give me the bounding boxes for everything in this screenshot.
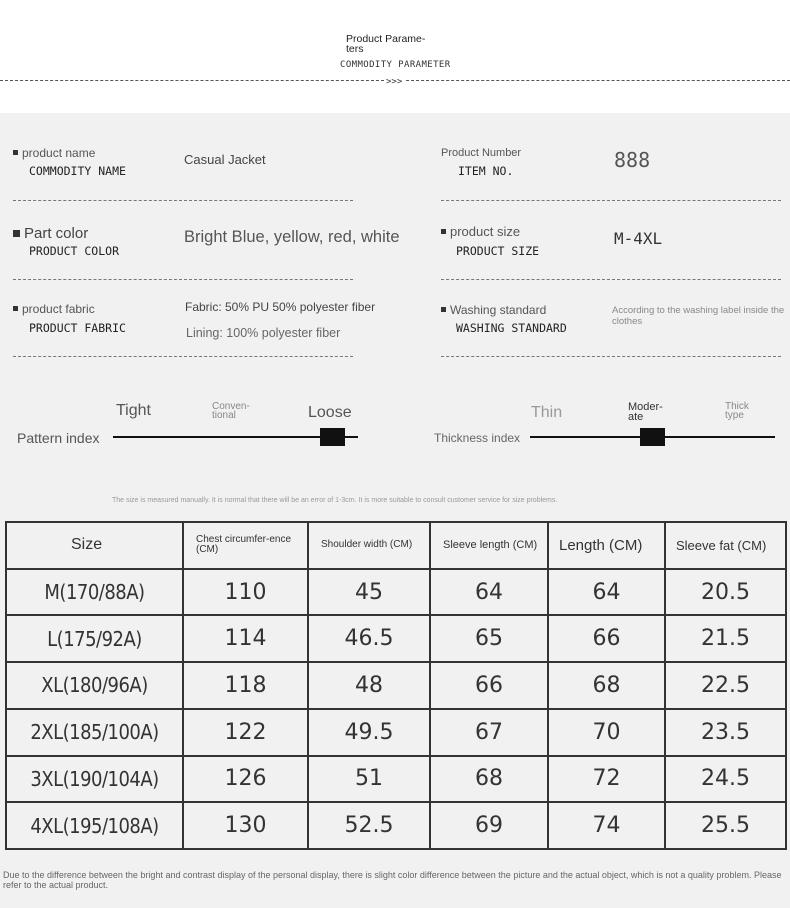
thickness-index-label: Thickness index: [434, 431, 521, 445]
header-length: Length (CM): [548, 522, 665, 569]
chest-cell: 118: [183, 662, 308, 709]
header-sleeve-length: Sleeve length (CM): [430, 522, 548, 569]
product-name-label: product name: [13, 146, 95, 160]
bullet-icon: [13, 150, 18, 155]
divider: [441, 279, 781, 280]
header-size: Size: [6, 522, 183, 569]
size-cell: 3XL(190/104A): [6, 756, 183, 803]
size-table: [5, 521, 787, 850]
pattern-index-marker: [320, 428, 345, 446]
product-name-value: Casual Jacket: [184, 152, 266, 167]
sleeve-fat-cell: 25.5: [665, 802, 786, 849]
divider: [441, 356, 781, 357]
header: [0, 0, 790, 113]
sleeve-length-cell: 68: [430, 756, 548, 803]
divider: [13, 356, 353, 357]
length-cell: 70: [548, 709, 665, 756]
shoulder-cell: 46.5: [308, 615, 430, 662]
sleeve-fat-cell: 21.5: [665, 615, 786, 662]
table-row: [6, 569, 786, 616]
chest-cell: 110: [183, 569, 308, 616]
pattern-loose: Loose: [308, 404, 352, 421]
product-name-code: COMMODITY NAME: [29, 164, 126, 178]
chest-cell: 122: [183, 709, 308, 756]
header-chest: Chest circumfer-ence (CM): [183, 522, 308, 569]
divider: [13, 200, 353, 201]
product-size-label: product size: [441, 224, 520, 239]
part-color-code: PRODUCT COLOR: [29, 244, 120, 258]
size-cell: 2XL(185/100A): [6, 709, 183, 756]
fabric-value: Fabric: 50% PU 50% polyester fiber: [185, 300, 376, 314]
table-row: [6, 662, 786, 709]
table-row: [6, 802, 786, 849]
length-cell: 64: [548, 569, 665, 616]
sleeve-fat-cell: 24.5: [665, 756, 786, 803]
bullet-icon: [441, 307, 446, 312]
section-subtitle: COMMODITY PARAMETER: [340, 60, 451, 70]
size-cell: XL(180/96A): [6, 662, 183, 709]
part-color-value: Bright Blue, yellow, red, white: [184, 228, 400, 246]
length-cell: 66: [548, 615, 665, 662]
section-title: Product Parame-ters: [346, 33, 426, 55]
shoulder-cell: 49.5: [308, 709, 430, 756]
pattern-index-label: Pattern index: [17, 430, 100, 446]
shoulder-cell: 51: [308, 756, 430, 803]
product-number-code: ITEM NO.: [458, 164, 514, 178]
table-row: [6, 756, 786, 803]
product-fabric-label: product fabric: [13, 302, 95, 316]
part-color-label: Part color: [13, 225, 88, 242]
length-cell: 74: [548, 802, 665, 849]
sleeve-length-cell: 64: [430, 569, 548, 616]
lining-value: Lining: 100% polyester fiber: [186, 326, 341, 340]
header-shoulder: Shoulder width (CM): [308, 522, 430, 569]
product-fabric-code: PRODUCT FABRIC: [29, 321, 126, 335]
header-sleeve-fat: Sleeve fat (CM): [665, 522, 786, 569]
size-cell: L(175/92A): [6, 615, 183, 662]
arrow-icon: >>>: [386, 77, 403, 87]
washing-standard-label: Washing standard: [441, 303, 546, 317]
table-row: [6, 709, 786, 756]
length-cell: 72: [548, 756, 665, 803]
product-size-code: PRODUCT SIZE: [456, 244, 540, 258]
length-cell: 68: [548, 662, 665, 709]
thickness-thin: Thin: [531, 404, 563, 421]
bullet-icon: [13, 306, 18, 311]
table-row: [6, 615, 786, 662]
bullet-icon: [441, 229, 446, 234]
product-number-label: Product Number: [441, 147, 522, 159]
washing-standard-value: According to the washing label inside the clothes: [612, 305, 785, 327]
sleeve-fat-cell: 20.5: [665, 569, 786, 616]
thickness-thick: Thick type: [725, 401, 749, 421]
sleeve-length-cell: 67: [430, 709, 548, 756]
size-cell: 4XL(195/108A): [6, 802, 183, 849]
bullet-icon: [13, 230, 20, 237]
table-header-row: [6, 522, 786, 569]
sleeve-length-cell: 69: [430, 802, 548, 849]
size-cell: M(170/88A): [6, 569, 183, 616]
thickness-index-marker: [640, 428, 665, 446]
divider: [441, 200, 781, 201]
chest-cell: 126: [183, 756, 308, 803]
shoulder-cell: 45: [308, 569, 430, 616]
color-disclaimer: Due to the difference between the bright and contrast display of the personal display, there is slight color difference between the picture and the actual object, which is not a quality problem. Please refer to the actual product.: [3, 870, 782, 890]
pattern-tight: Tight: [116, 402, 151, 419]
measure-note: The size is measured manually. It is normal that there will be an error of 1-3cm. It is more suitable to consult customer service for size problems.: [112, 497, 558, 504]
chest-cell: 130: [183, 802, 308, 849]
sleeve-length-cell: 66: [430, 662, 548, 709]
product-size-value: M-4XL: [614, 229, 663, 248]
shoulder-cell: 52.5: [308, 802, 430, 849]
divider: [13, 279, 353, 280]
sleeve-length-cell: 65: [430, 615, 548, 662]
shoulder-cell: 48: [308, 662, 430, 709]
thickness-moderate: Moder-ate: [628, 401, 663, 423]
washing-standard-code: WASHING STANDARD: [456, 321, 567, 335]
sleeve-fat-cell: 22.5: [665, 662, 786, 709]
product-number-value: 888: [614, 148, 651, 172]
pattern-conventional: Conven-tional: [212, 401, 250, 421]
chest-cell: 114: [183, 615, 308, 662]
sleeve-fat-cell: 23.5: [665, 709, 786, 756]
